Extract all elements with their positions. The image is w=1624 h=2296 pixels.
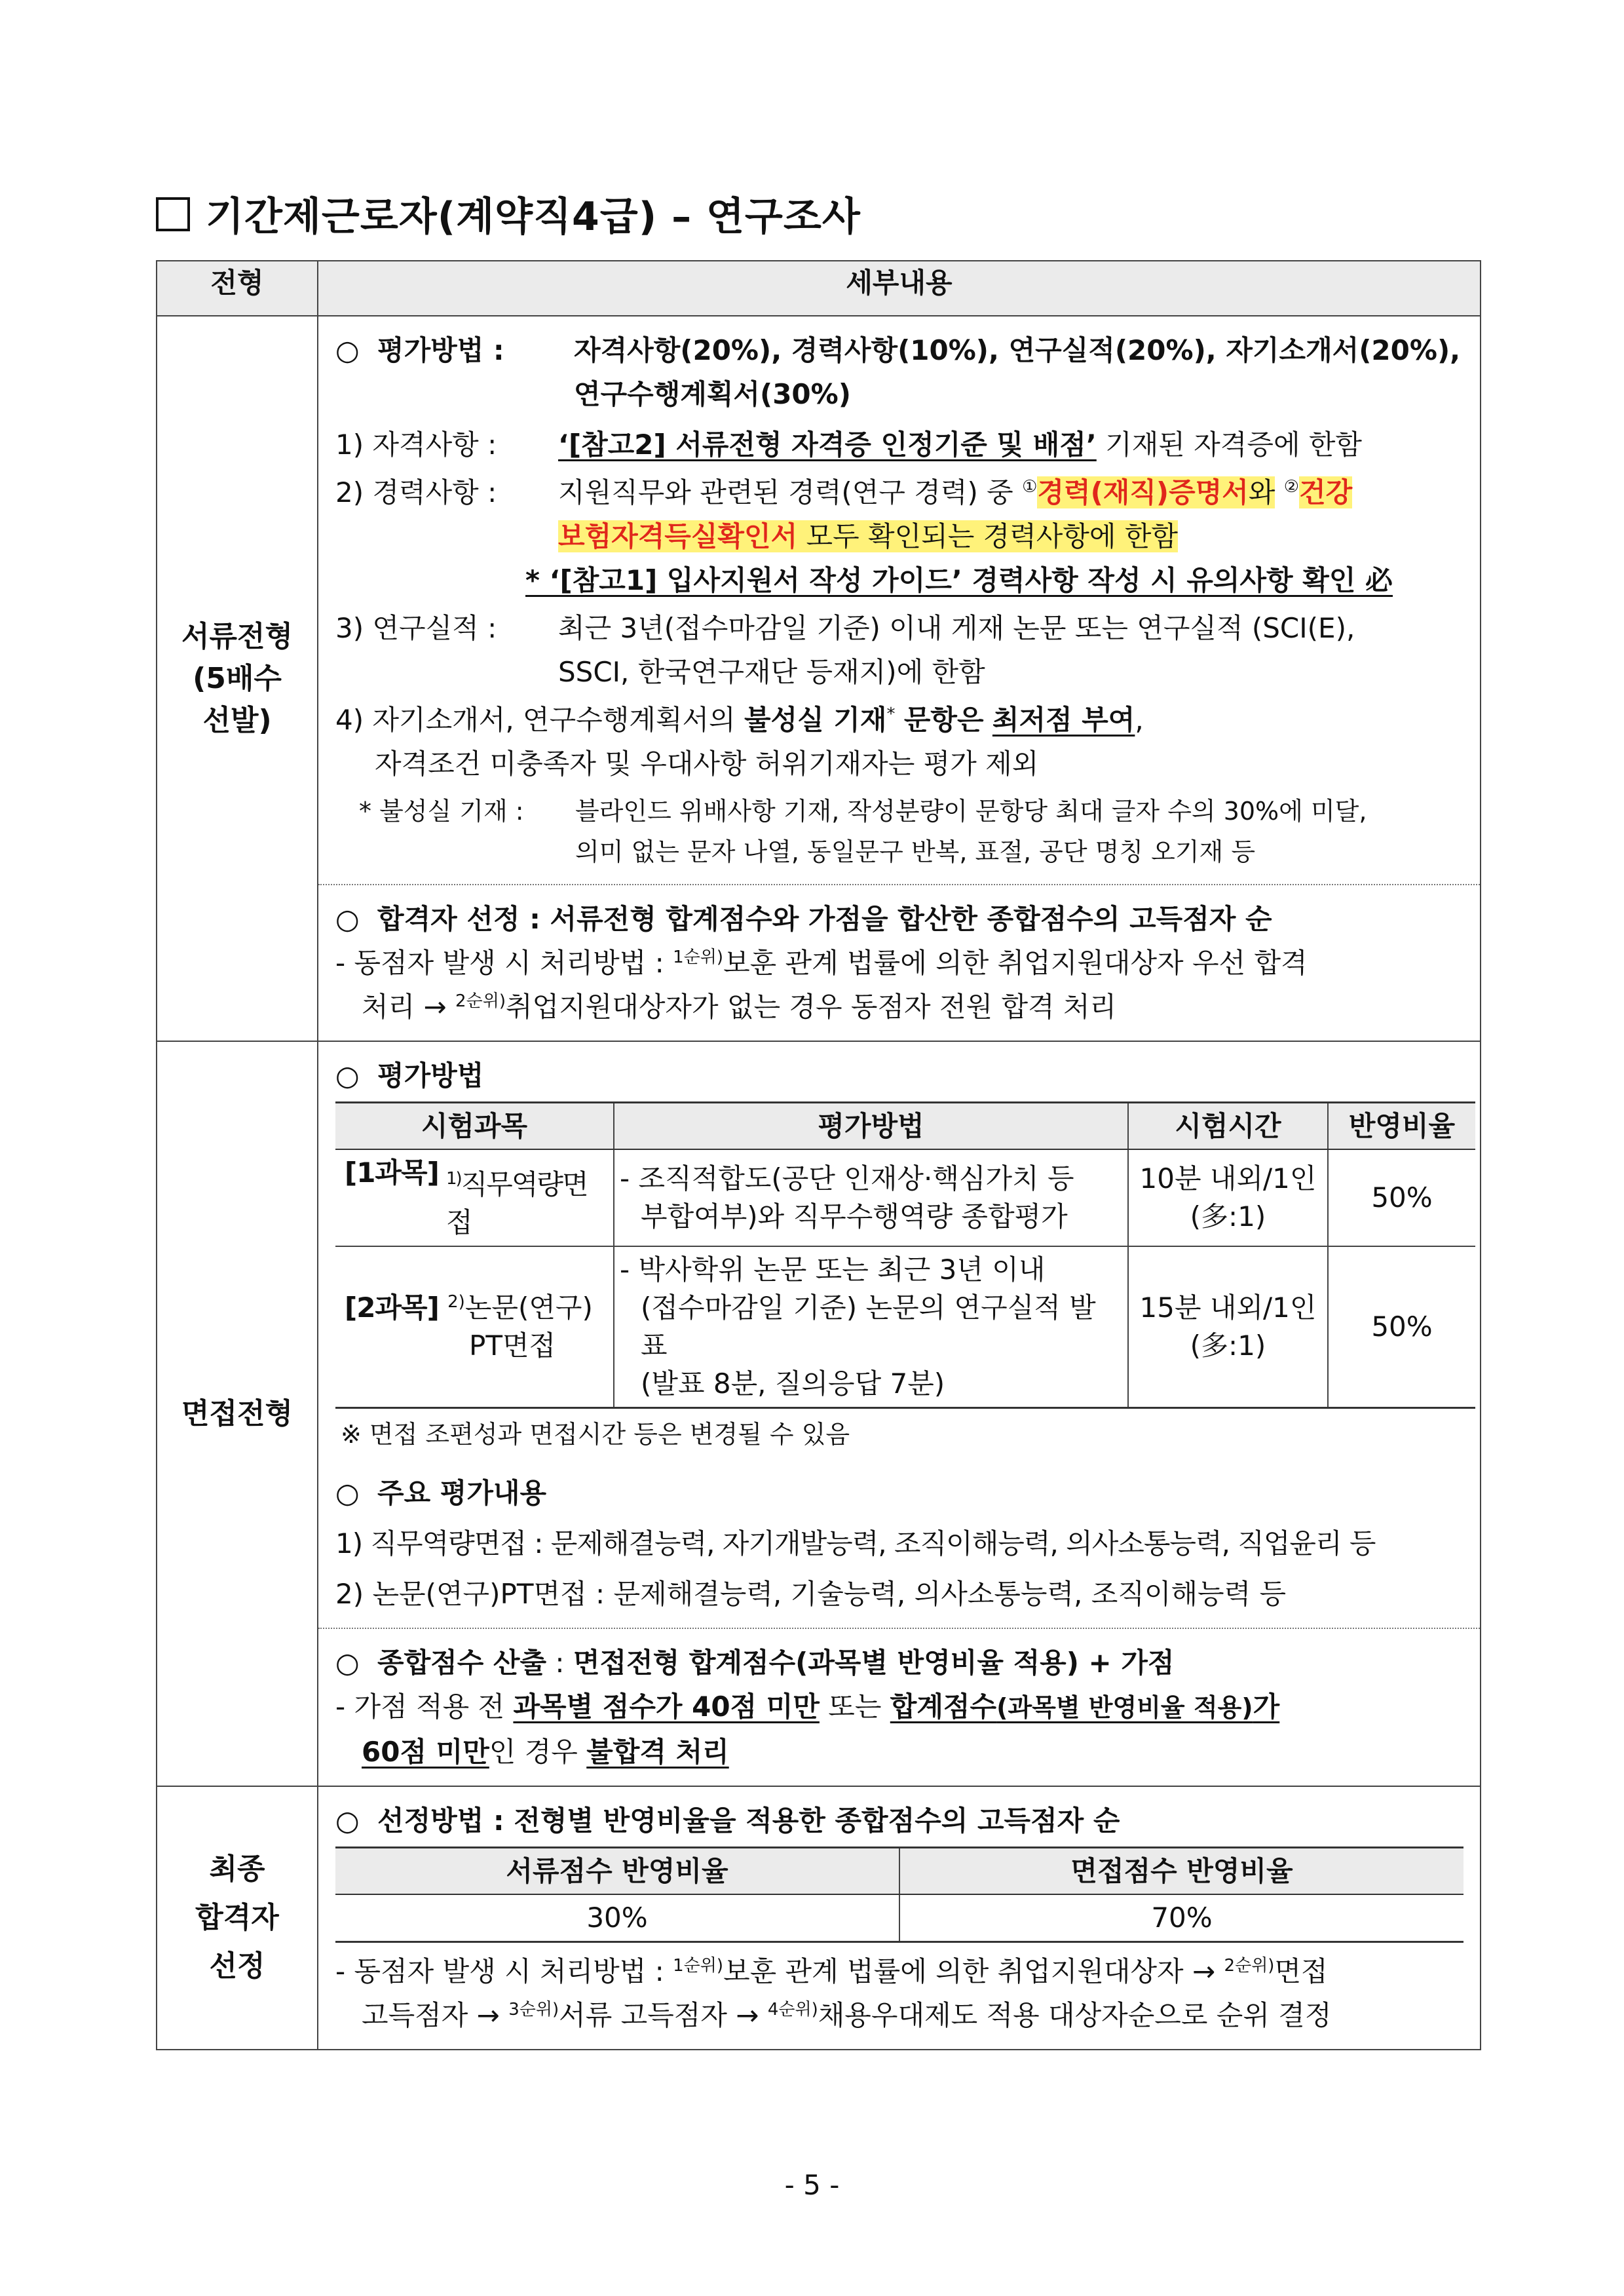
bullet-icon: ○ (335, 334, 360, 366)
doc-item1-tail: 기재된 자격증에 한함 (1105, 429, 1363, 461)
doc-item1-label: 1) 자격사항 : (335, 429, 497, 461)
interview-total-section (318, 1628, 1480, 1786)
doc-detail-cell (318, 316, 1481, 1041)
final-tie-b: 보훈 관계 법률에 의한 취업지원대상자 → (723, 1955, 1216, 1987)
interview-total-a: 종합점수 산출 (377, 1647, 547, 1679)
doc-eval-line (335, 328, 1468, 372)
doc-tie-a: - 동점자 발생 시 처리방법 : (335, 947, 664, 979)
time-line1: 10분 내외/1인 (1139, 1162, 1317, 1195)
interview-fail-e: (과목별 반영비율 적용) (996, 1693, 1253, 1722)
subject-name: 직무역량면접 (446, 1168, 588, 1238)
final-method: 선정방법 : 전형별 반영비율을 적용한 종합점수의 고득점자 순 (377, 1805, 1120, 1837)
doc-stage-label: 서류전형 (181, 619, 293, 653)
final-tie-rank3: 3순위) (508, 2000, 559, 2019)
doc-item2-tail: 모두 확인되는 경력사항에 한함 (806, 520, 1179, 552)
doc-item4-text: 4) 자기소개서, 연구수행계획서의 (335, 704, 736, 736)
interview-row (157, 1041, 1481, 1786)
doc-item4-bold: 불성실 기재 (744, 704, 887, 736)
doc-row (157, 316, 1481, 1041)
doc-tie-b: 보훈 관계 법률에 의한 취업지원대상자 우선 합격 (723, 947, 1308, 979)
interview-main1: 1) 직무역량면접 : 문제해결능력, 자기개발능력, 조직이해능력, 의사소통능력, 직업윤리 등 (335, 1527, 1376, 1559)
doc-pass-title: 합격자 선정 : 서류전형 합계점수와 가점을 합산한 종합점수의 고득점자 순 (377, 903, 1272, 935)
doc-tie-c: 처리 → (362, 991, 447, 1023)
interview-eval-title (335, 1054, 1468, 1098)
doc-item2-and: 와 (1248, 476, 1275, 508)
page-number: - 5 - (784, 2169, 840, 2201)
doc-item4-lowest: 최저점 부여 (992, 704, 1135, 736)
final-tie-f: 채용우대제도 적용 대상자순으로 순위 결정 (818, 1999, 1332, 2031)
doc-item4-comma: , (1135, 704, 1144, 736)
final-tie-d: 고득점자 → (362, 1999, 500, 2031)
method-cell (614, 1246, 1128, 1408)
method-line1: - 박사학위 논문 또는 최근 3년 이내 (620, 1253, 1046, 1286)
interview-eval-section (318, 1042, 1480, 1628)
doc-footnote-line2: 의미 없는 문자 나열, 동일문구 반복, 표절, 공단 명칭 오기재 등 (575, 837, 1256, 866)
doc-ratio-value: 30% (335, 1894, 899, 1942)
final-tie-e: 서류 고득점자 → (559, 1999, 759, 2031)
doc-item2-num1: ① (1022, 477, 1038, 497)
doc-item3-line2: SSCI, 한국연구재단 등재지)에 한함 (558, 656, 985, 688)
doc-tie-rank1: 1순위) (673, 947, 724, 967)
th-method: 평가방법 (614, 1103, 1128, 1150)
interview-fail-c: 또는 (828, 1691, 882, 1723)
doc-item2-cert1: 경력(재직)증명서 (1037, 476, 1249, 508)
bullet-icon: ○ (335, 1060, 360, 1092)
final-tie-rank1: 1순위) (673, 1956, 724, 1976)
time-line2: (多:1) (1190, 1200, 1266, 1233)
final-tie-c: 면접 (1274, 1955, 1328, 1987)
doc-tie-rank2: 2순위) (455, 991, 506, 1011)
doc-tie-line1 (335, 941, 1468, 985)
doc-tie-line2 (335, 985, 1468, 1029)
doc-footnote-line1: 블라인드 위배사항 기재, 작성분량이 문항당 최대 글자 수의 30%에 미달, (575, 797, 1367, 826)
doc-item3-label: 3) 연구실적 : (335, 612, 497, 644)
method-line3: (발표 8분, 질의응답 7분) (641, 1368, 945, 1400)
final-tie-line1 (335, 1949, 1468, 1993)
method-line1: - 조직적합도(공단 인재상·핵심가치 등 (620, 1162, 1074, 1195)
doc-item3-line1: 최근 3년(접수마감일 기준) 이내 게재 논문 또는 연구실적 (SCI(E), (558, 612, 1355, 644)
doc-item2-line2 (335, 514, 1468, 558)
interview-total-line (335, 1641, 1468, 1685)
doc-footnote (335, 791, 1468, 832)
interview-fail-g: 60점 미만 (362, 1736, 489, 1768)
bullet-icon: ○ (335, 1647, 360, 1679)
interview-fail-a: - 가점 적용 전 (335, 1691, 505, 1723)
method-line2: (접수마감일 기준) 논문의 연구실적 발표 (641, 1292, 1096, 1362)
final-tie-rank4: 4순위) (767, 2000, 818, 2019)
subject-sup: 2) (447, 1292, 465, 1312)
final-stage-1: 최종 (209, 1852, 265, 1886)
interview-eval-label: 평가방법 (377, 1060, 484, 1092)
subject-cell (335, 1149, 614, 1246)
method-line2: 부합여부)와 직무수행역량 종합평가 (641, 1200, 1068, 1233)
interview-main2: 2) 논문(연구)PT면접 : 문제해결능력, 기술능력, 의사소통능력, 조직이해능력 등 (335, 1578, 1287, 1610)
subject-sup: 1) (446, 1169, 461, 1189)
interview-total-c: 면접전형 합계점수(과목별 반영비율 적용) + 가점 (573, 1647, 1175, 1679)
final-stage-2: 합격자 (195, 1901, 279, 1934)
ratio-header-row (335, 1848, 1463, 1895)
ratio-cell: 50% (1328, 1246, 1475, 1408)
doc-item4-c: 문항은 (903, 704, 984, 736)
interview-total-b: : (555, 1647, 565, 1679)
bullet-icon: ○ (335, 1805, 360, 1837)
ratio-table (335, 1846, 1463, 1943)
subject-name: 논문(연구) (464, 1292, 593, 1324)
interview-fail-d: 합계점수 (890, 1691, 997, 1723)
doc-item2-cert2b: 보험자격득실확인서 (558, 520, 798, 552)
header-row (157, 261, 1481, 316)
interview-fail-line2 (335, 1730, 1468, 1774)
time-line1: 15분 내외/1인 (1139, 1292, 1317, 1324)
doc-pass-section (318, 884, 1480, 1041)
doc-eval-label: 평가방법 : (377, 334, 504, 366)
doc-item3 (335, 606, 1468, 650)
checkbox-square-icon (156, 197, 190, 231)
table-row (335, 1246, 1475, 1408)
final-stage-3: 선정 (209, 1949, 265, 1983)
doc-item4 (335, 698, 1468, 742)
interview-fail-b: 과목별 점수가 40점 미만 (513, 1691, 820, 1723)
subject-name2: PT면접 (469, 1330, 556, 1362)
interview-note: ※ 면접 조편성과 면접시간 등은 변경될 수 있음 (341, 1420, 850, 1449)
interview-detail-cell (318, 1041, 1481, 1786)
interview-fail-h: 인 경우 (489, 1736, 578, 1768)
doc-pass-line (335, 897, 1468, 941)
time-cell (1128, 1149, 1328, 1246)
final-section (318, 1787, 1480, 2049)
method-cell (614, 1149, 1128, 1246)
final-row (157, 1786, 1481, 2050)
doc-eval-section (318, 316, 1480, 884)
doc-item2-note: * ‘[참고1] 입사지원서 작성 가이드’ 경력사항 작성 시 유의사항 확인 必 (525, 564, 1393, 596)
doc-eval-items2: 연구수행계획서(30%) (574, 378, 851, 410)
doc-item2-text: 지원직무와 관련된 경력(연구 경력) 중 (558, 476, 1013, 508)
final-method-line (335, 1799, 1468, 1843)
title-text: 기간제근로자(계약직4급) – 연구조사 (206, 194, 861, 240)
interview-main-title (335, 1471, 1468, 1515)
doc-item2-label: 2) 경력사항 : (335, 476, 497, 508)
subject-tag: [1과목] (345, 1157, 439, 1189)
ratio-cell: 50% (1328, 1149, 1475, 1246)
th-subject: 시험과목 (335, 1103, 614, 1150)
table-row (335, 1149, 1475, 1246)
doc-stage-sub2: 선발) (202, 703, 272, 737)
interview-table-header (335, 1103, 1475, 1150)
final-tie-line2 (335, 1993, 1468, 2037)
ratio-value-row (335, 1894, 1463, 1942)
final-detail-cell (318, 1786, 1481, 2050)
th-doc-ratio: 서류점수 반영비율 (335, 1848, 899, 1895)
header-stage: 전형 (157, 261, 318, 316)
doc-item2 (335, 470, 1468, 514)
interview-main-label: 주요 평가내용 (377, 1477, 547, 1509)
selection-table (156, 260, 1481, 2050)
page-title (156, 185, 861, 242)
doc-stage-sub1: (5배수 (193, 661, 282, 695)
time-cell (1128, 1246, 1328, 1408)
doc-tie-d: 취업지원대상자가 없는 경우 동점자 전원 합격 처리 (505, 991, 1117, 1023)
doc-footnote-label: * 불성실 기재 : (359, 797, 524, 826)
th-interview-ratio: 면접점수 반영비율 (899, 1848, 1463, 1895)
doc-item1-ref: ‘[참고2] 서류전형 자격증 인정기준 및 배점’ (558, 429, 1097, 461)
th-ratio: 반영비율 (1328, 1103, 1475, 1150)
subject-tag: [2과목] (345, 1292, 439, 1324)
time-line2: (多:1) (1190, 1330, 1266, 1362)
doc-eval-items1: 자격사항(20%), 경력사항(10%), 연구실적(20%), 자기소개서(20%), (574, 334, 1461, 366)
interview-table (335, 1101, 1475, 1409)
final-tie-rank2: 2순위) (1224, 1956, 1275, 1976)
interview-fail-f: 가 (1253, 1691, 1280, 1723)
interview-fail-i: 불합격 처리 (586, 1736, 729, 1768)
interview-stage-cell: 면접전형 (157, 1041, 318, 1786)
final-stage-cell (157, 1786, 318, 2050)
interview-fail-line1 (335, 1685, 1468, 1730)
doc-item2-cert2a: 건강 (1299, 476, 1353, 508)
subject-cell (335, 1246, 614, 1408)
bullet-icon: ○ (335, 1477, 360, 1509)
bullet-icon: ○ (335, 903, 360, 935)
doc-item4-line2: 자격조건 미충족자 및 우대사항 허위기재자는 평가 제외 (375, 748, 1039, 780)
doc-item1 (335, 423, 1468, 467)
interview-ratio-value: 70% (899, 1894, 1463, 1942)
final-tie-a: - 동점자 발생 시 처리방법 : (335, 1955, 664, 1987)
th-time: 시험시간 (1128, 1103, 1328, 1150)
header-detail: 세부내용 (318, 261, 1481, 316)
doc-item4-star: * (886, 704, 896, 724)
doc-item2-num2: ② (1283, 477, 1300, 497)
doc-stage-cell (157, 316, 318, 1041)
